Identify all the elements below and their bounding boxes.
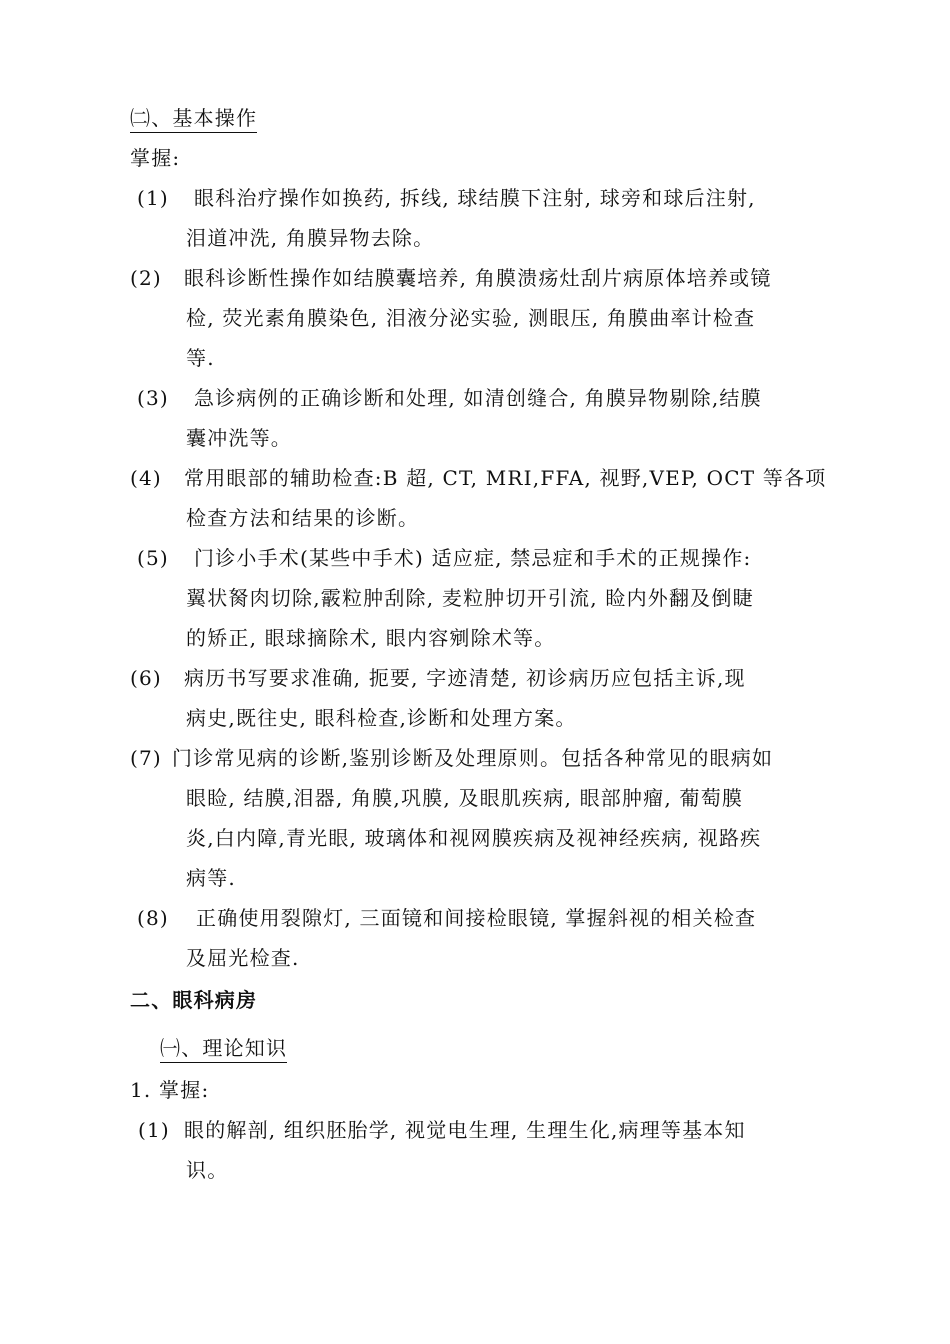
item-3-line-2: 囊冲洗等。: [186, 426, 292, 450]
item-7-line-4: 病等.: [186, 866, 236, 890]
item-5-line-1: 门诊小手术(某些中手术) 适应症, 禁忌症和手术的正规操作:: [194, 546, 752, 570]
item-8-line-2: 及屈光检查.: [186, 946, 300, 970]
item-2-line-2: 检, 荧光素角膜染色, 泪液分泌实验, 测眼压, 角膜曲率计检查: [186, 306, 756, 330]
item-1-line-2: 泪道冲洗, 角膜异物去除。: [186, 226, 435, 250]
theory-item-1-line-1: 眼的解剖, 组织胚胎学, 视觉电生理, 生理生化,病理等基本知: [184, 1118, 746, 1142]
section-heading-ophthalmic-ward: 二、眼科病房: [130, 988, 258, 1012]
item-number-6: (6): [130, 666, 162, 690]
item-number-8: (8): [137, 906, 169, 930]
theory-item-number-1: (1): [138, 1118, 170, 1142]
item-number-1: (1): [137, 186, 169, 210]
item-7-line-3: 炎,白内障,青光眼, 玻璃体和视网膜疾病及视神经疾病, 视路疾: [186, 826, 762, 850]
theory-item-1-line-2: 识。: [186, 1158, 229, 1182]
item-1-line-1: 眼科治疗操作如换药, 拆线, 球结膜下注射, 球旁和球后注射,: [194, 186, 756, 210]
item-7-line-2: 眼睑, 结膜,泪器, 角膜,巩膜, 及眼肌疾病, 眼部肿瘤, 葡萄膜: [186, 786, 744, 810]
item-number-2: (2): [130, 266, 162, 290]
item-4-line-2: 检查方法和结果的诊断。: [186, 506, 420, 530]
numbered-master-label: 1. 掌握:: [130, 1078, 210, 1102]
item-2-line-3: 等.: [186, 346, 215, 370]
item-6-line-1: 病历书写要求准确, 扼要, 字迹清楚, 初诊病历应包括主诉,现: [184, 666, 746, 690]
subsection-heading-theory-knowledge: ㈠、理论知识: [160, 1036, 287, 1063]
item-4-line-1: 常用眼部的辅助检查:B 超, CT, MRI,FFA, 视野,VEP, OCT 等各项: [184, 466, 827, 490]
master-label: 掌握:: [130, 146, 181, 170]
item-5-line-3: 的矫正, 眼球摘除术, 眼内容剜除术等。: [186, 626, 556, 650]
item-number-5: (5): [137, 546, 169, 570]
item-number-4: (4): [130, 466, 162, 490]
item-8-line-1: 正确使用裂隙灯, 三面镜和间接检眼镜, 掌握斜视的相关检查: [196, 906, 757, 930]
item-number-7: (7): [130, 746, 162, 770]
item-7-line-1: 门诊常见病的诊断,鉴别诊断及处理原则。包括各种常见的眼病如: [172, 746, 774, 770]
item-2-line-1: 眼科诊断性操作如结膜囊培养, 角膜溃疡灶刮片病原体培养或镜: [184, 266, 772, 290]
item-6-line-2: 病史,既往史, 眼科检查,诊断和处理方案。: [186, 706, 577, 730]
item-5-line-2: 翼状胬肉切除,霰粒肿刮除, 麦粒肿切开引流, 睑内外翻及倒睫: [186, 586, 754, 610]
item-number-3: (3): [137, 386, 169, 410]
item-3-line-1: 急诊病例的正确诊断和处理, 如清创缝合, 角膜异物剔除,结膜: [194, 386, 762, 410]
subsection-heading-basic-operations: ㈡、基本操作: [130, 106, 257, 133]
